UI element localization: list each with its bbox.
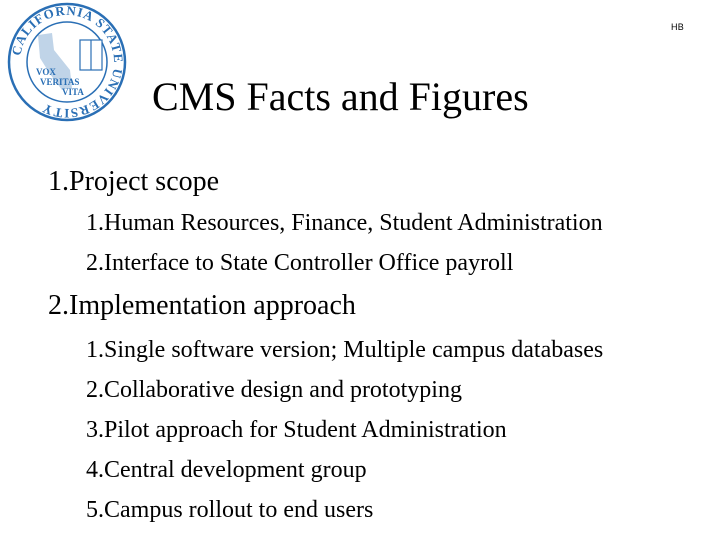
section-number: 2. bbox=[48, 290, 69, 321]
section-1 bbox=[48, 166, 219, 198]
item-number: 3. bbox=[86, 417, 104, 443]
section-label: Project scope bbox=[69, 166, 220, 197]
item-label: Collaborative design and prototyping bbox=[104, 377, 462, 403]
seal-book-icon bbox=[80, 40, 102, 70]
university-seal-logo bbox=[0, 0, 135, 125]
list-item bbox=[86, 456, 367, 484]
item-label: Central development group bbox=[104, 457, 367, 483]
slide-title: CMS Facts and Figures bbox=[152, 74, 529, 119]
item-number: 2. bbox=[86, 377, 104, 403]
section-2 bbox=[48, 290, 356, 322]
item-label: Campus rollout to end users bbox=[104, 497, 374, 523]
list-item bbox=[86, 416, 507, 444]
item-label: Pilot approach for Student Administration bbox=[104, 417, 507, 443]
seal-motto-1: VOX bbox=[36, 67, 56, 77]
section-label: Implementation approach bbox=[69, 290, 356, 321]
list-item bbox=[86, 376, 462, 404]
list-item bbox=[86, 336, 603, 364]
item-label: Interface to State Controller Office payroll bbox=[104, 250, 514, 276]
item-number: 1. bbox=[86, 210, 104, 236]
list-item bbox=[86, 249, 513, 277]
item-number: 5. bbox=[86, 497, 104, 523]
author-initials: HB bbox=[671, 22, 685, 32]
list-item bbox=[86, 209, 603, 237]
item-label: Human Resources, Finance, Student Administration bbox=[104, 210, 603, 236]
item-label: Single software version; Multiple campus databases bbox=[104, 337, 604, 363]
seal-motto-3: VITA bbox=[62, 87, 84, 97]
item-number: 4. bbox=[86, 457, 104, 483]
seal-ring-text: CALIFORNIA STATE UNIVERSITY bbox=[8, 2, 127, 122]
section-number: 1. bbox=[48, 166, 69, 197]
item-number: 1. bbox=[86, 337, 104, 363]
list-item bbox=[86, 496, 373, 524]
seal-motto-2: VERITAS bbox=[40, 77, 80, 87]
item-number: 2. bbox=[86, 250, 104, 276]
